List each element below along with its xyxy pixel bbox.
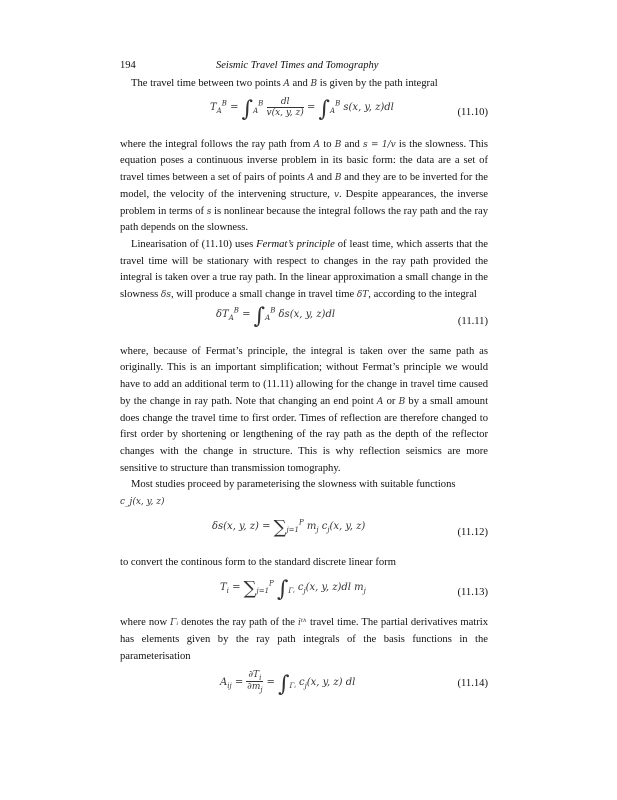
paragraph-2: where the integral follows the ray path from A to B and s = 1/v is the slowness. This equation poses a continuous inverse problem in its basic form: the data are a set of travel times between a set of pairs of points A and B and they are to be inverted for the model, the velocity of the intervening structure, v. Despite appearances, the inverse problem in terms of s is nonlinear because the integral follows the ray path and the ray path depends on the slowness. [120,138,489,234]
paragraph-5: Most studies proceed by parameterising the slowness with suitable functions c_j(x, y, z) [120,479,456,508]
equation-number: (11.12) [457,526,488,538]
equation-11-13 [120,571,488,615]
page-content [120,60,488,706]
page-header [120,60,488,76]
equation-formula: δs(x, y, $z) = \sum_{j=1}^P$ $m_j$ $c_j(x$, y, z) [212,516,366,538]
equation-number: (11.11) [457,315,488,327]
equation-number: (11.13) [457,587,488,599]
running-title: Seismic Travel Times and Tomography [216,60,379,71]
paragraph-7: where now Γᵢ denotes the ray path of the iᵗʰ travel time. The partial derivatives matrix has elements given by the ray path integrals of the basis functions in the parameterisation [120,617,489,662]
equation-11-10 [120,93,488,137]
equation-11-12 [120,511,488,555]
paragraph-1: The travel time between two points A and B is given by the path integral [131,78,438,89]
equation-11-14 [120,666,488,706]
equation-number: (11.10) [457,106,488,118]
equation-formula: $A_{ij}$ = $\frac{\partial T_i}{\partial m_j}$ = $\int_{\Gamma ᵢ}$ $c_j(x$, y, z) dl [220,669,356,697]
page-number: 194 [120,60,136,71]
equation-11-11 [120,304,488,344]
equation-formula: $T_A^B = \int_A^B$ $\frac{dl}{v(x, y, z)}$ = $\int_A^B$ s(x, y, z)dl [210,96,394,122]
equation-formula: $T_i = \sum_{j=1}^P$ $\int_{\Gamma ᵢ}$ $c_j(x$, y, z)dl $m_j$ [220,577,366,603]
equation-formula: $\delta T_A^B = \int_A^B$ δs(x, y, z)dl [216,303,336,329]
paragraph-3: Linearisation of (11.10) uses Fermat’s principle of least time, which asserts that the travel time will be stationary with respect to changes in the ray path provided the integral is taken over a true ray path. In the linear approximation a small change in the slowness δs, will produce a small change in travel time δT, according to the integral [120,238,488,301]
paragraph-4: where, because of Fermat’s principle, the integral is taken over the same path as originally. This is an important simplification; without Fermat’s principle we would have to add an additional term to (11.11) allowing for the change in travel time caused by the change in ray path. Note that changing an end point A or B by a small amount does change the travel time to first order. Times of reflection are therefore changed to first order by shortening or lengthening of the ray path as the depth of the reflector changes with the change in structure. This is why reflection seismics are more sensitive to structure than transmission tomography. [120,345,489,474]
equation-number: (11.14) [457,677,488,689]
paragraph-6: to convert the continous form to the standard discrete linear form [120,556,396,568]
